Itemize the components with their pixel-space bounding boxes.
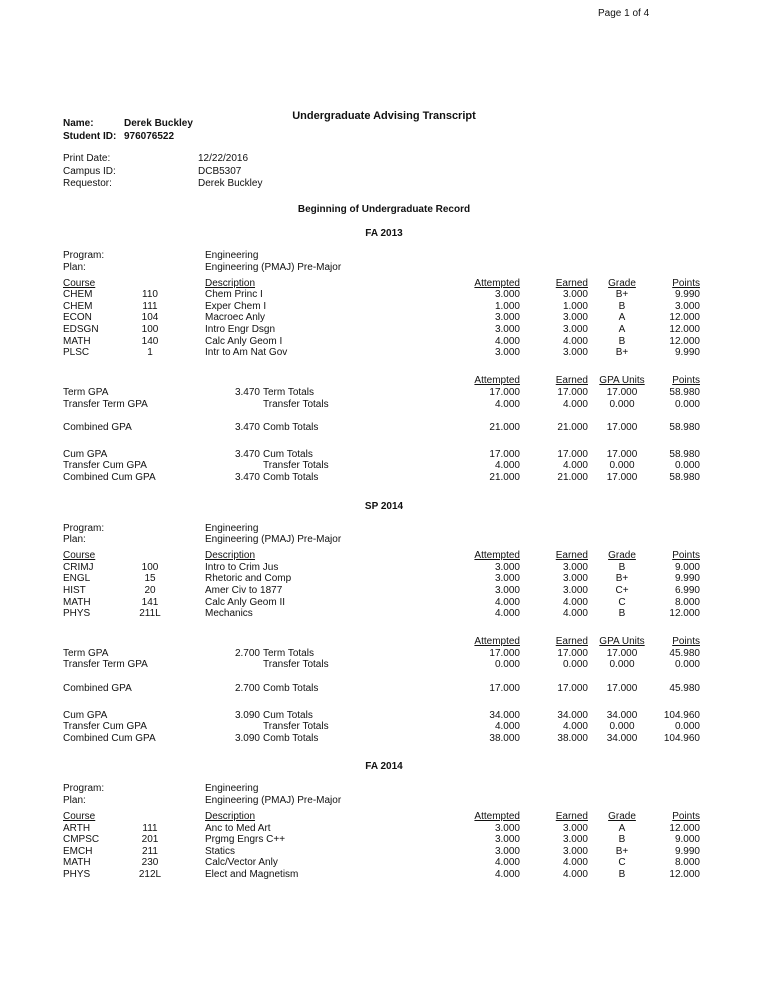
course-number: 140 bbox=[141, 335, 159, 347]
course-row bbox=[0, 301, 768, 313]
course-attempted: 1.000 bbox=[494, 300, 520, 312]
course-description: Rhetoric and Comp bbox=[205, 573, 292, 585]
document-title: Undergraduate Advising Transcript bbox=[292, 110, 476, 122]
page-number: Page 1 of 4 bbox=[598, 8, 650, 19]
course-header-row bbox=[0, 811, 768, 823]
student-id: 976076522 bbox=[124, 131, 175, 142]
requestor-label: Requestor: bbox=[63, 178, 112, 189]
course-points: 12.000 bbox=[669, 335, 700, 347]
student-name: Derek Buckley bbox=[124, 118, 193, 129]
course-attempted: 3.000 bbox=[494, 845, 520, 857]
cum-gpa-row-gpa: 3.470 bbox=[234, 448, 260, 460]
transfer-cum-gpa-row-points: 0.000 bbox=[674, 721, 700, 733]
plan-label: Plan: bbox=[63, 795, 86, 806]
header-earned: Earned bbox=[555, 550, 588, 562]
course-points: 6.990 bbox=[674, 584, 700, 596]
header-points: Points bbox=[672, 375, 700, 387]
course-earned: 3.000 bbox=[562, 584, 588, 596]
header-points: Points bbox=[672, 277, 700, 289]
print-date: 12/22/2016 bbox=[198, 153, 249, 164]
transfer-cum-gpa-row bbox=[0, 721, 768, 733]
course-points: 12.000 bbox=[669, 312, 700, 324]
name-label: Name: bbox=[63, 118, 94, 129]
course-grade: B+ bbox=[615, 845, 629, 857]
course-grade: B bbox=[618, 869, 626, 881]
term-gpa-row bbox=[0, 387, 768, 399]
transfer-term-gpa-row-totals-label: Transfer Totals bbox=[263, 398, 329, 410]
transfer-cum-gpa-row-label: Transfer Cum GPA bbox=[63, 460, 147, 472]
combined-cum-gpa-row-points: 58.980 bbox=[669, 471, 700, 483]
combined-gpa-row-attempted: 17.000 bbox=[489, 682, 520, 694]
course-description: Macroec Anly bbox=[205, 312, 266, 324]
combined-cum-gpa-row-gpa: 3.470 bbox=[234, 471, 260, 483]
term-gpa-row-totals-label: Term Totals bbox=[263, 386, 314, 398]
program-label: Program: bbox=[63, 250, 105, 261]
transfer-term-gpa-row-earned: 0.000 bbox=[562, 659, 588, 671]
header-description: Description bbox=[205, 277, 256, 289]
transfer-cum-gpa-row-points: 0.000 bbox=[674, 460, 700, 472]
plan-row bbox=[0, 262, 768, 274]
course-grade: B+ bbox=[615, 573, 629, 585]
course-number: 211L bbox=[139, 608, 161, 620]
course-grade: A bbox=[618, 312, 626, 324]
campus-id: DCB5307 bbox=[198, 166, 242, 177]
course-subject: ENGL bbox=[63, 573, 91, 585]
course-row bbox=[0, 834, 768, 846]
course-description: Exper Chem I bbox=[205, 300, 267, 312]
transfer-term-gpa-row-gpa-units: 0.000 bbox=[609, 659, 635, 671]
combined-cum-gpa-row-points: 104.960 bbox=[663, 732, 700, 744]
plan-row bbox=[0, 795, 768, 807]
cum-gpa-row-gpa-units: 34.000 bbox=[606, 709, 638, 721]
combined-cum-gpa-row-attempted: 21.000 bbox=[489, 471, 520, 483]
combined-gpa-row-gpa-units: 17.000 bbox=[606, 421, 638, 433]
program-row bbox=[0, 783, 768, 795]
term-gpa-row-attempted: 17.000 bbox=[489, 386, 520, 398]
course-attempted: 3.000 bbox=[494, 834, 520, 846]
course-points: 9.990 bbox=[674, 845, 700, 857]
header-course: Course bbox=[63, 277, 96, 289]
course-subject: ARTH bbox=[63, 822, 91, 834]
transfer-cum-gpa-row-totals-label: Transfer Totals bbox=[263, 721, 329, 733]
cum-gpa-row-label: Cum GPA bbox=[63, 448, 108, 460]
course-attempted: 3.000 bbox=[494, 347, 520, 359]
course-points: 12.000 bbox=[669, 822, 700, 834]
transfer-term-gpa-row-label: Transfer Term GPA bbox=[63, 659, 148, 671]
transfer-term-gpa-row bbox=[0, 399, 768, 411]
course-number: 211 bbox=[142, 845, 158, 857]
header-attempted: Attempted bbox=[474, 277, 520, 289]
totals-header-row bbox=[0, 636, 768, 648]
header-gpa-units: GPA Units bbox=[599, 375, 645, 387]
course-subject: CMPSC bbox=[63, 834, 100, 846]
transfer-cum-gpa-row-attempted: 4.000 bbox=[494, 460, 520, 472]
course-grade: A bbox=[618, 822, 626, 834]
course-points: 9.990 bbox=[674, 573, 700, 585]
course-row bbox=[0, 289, 768, 301]
transfer-term-gpa-row-points: 0.000 bbox=[674, 659, 700, 671]
course-grade: B bbox=[618, 335, 626, 347]
course-row bbox=[0, 597, 768, 609]
transfer-term-gpa-row-attempted: 4.000 bbox=[494, 398, 520, 410]
header-course: Course bbox=[63, 550, 96, 562]
transfer-cum-gpa-row-label: Transfer Cum GPA bbox=[63, 721, 147, 733]
transfer-cum-gpa-row-earned: 4.000 bbox=[562, 460, 588, 472]
term-gpa-row-gpa: 3.470 bbox=[234, 386, 260, 398]
course-description: Chem Princ I bbox=[205, 289, 263, 301]
course-points: 8.000 bbox=[674, 596, 700, 608]
course-number: 100 bbox=[141, 324, 159, 336]
course-points: 9.000 bbox=[674, 561, 700, 573]
course-number: 111 bbox=[142, 822, 158, 834]
term-section bbox=[0, 227, 768, 484]
course-header-row bbox=[0, 550, 768, 562]
program-value: Engineering bbox=[205, 783, 259, 795]
course-grade: C+ bbox=[615, 584, 629, 596]
header-description: Description bbox=[205, 550, 256, 562]
course-description: Elect and Magnetism bbox=[205, 869, 299, 881]
transfer-term-gpa-row-label: Transfer Term GPA bbox=[63, 398, 148, 410]
course-grade: B bbox=[618, 834, 626, 846]
course-attempted: 3.000 bbox=[494, 573, 520, 585]
combined-gpa-row-points: 58.980 bbox=[669, 421, 700, 433]
course-description: Intro to Crim Jus bbox=[205, 561, 279, 573]
combined-gpa-row bbox=[0, 683, 768, 695]
course-points: 9.990 bbox=[674, 289, 700, 301]
course-description: Mechanics bbox=[205, 608, 253, 620]
header-description: Description bbox=[205, 811, 256, 823]
plan-value: Engineering (PMAJ) Pre-Major bbox=[205, 534, 342, 546]
term-gpa-row-earned: 17.000 bbox=[557, 386, 588, 398]
course-grade: B+ bbox=[615, 347, 629, 359]
course-grade: C bbox=[618, 596, 626, 608]
combined-gpa-row-label: Combined GPA bbox=[63, 682, 132, 694]
course-row bbox=[0, 573, 768, 585]
course-row bbox=[0, 312, 768, 324]
course-earned: 3.000 bbox=[562, 834, 588, 846]
combined-gpa-row-gpa-units: 17.000 bbox=[606, 682, 638, 694]
header-attempted: Attempted bbox=[474, 375, 520, 387]
term-heading: FA 2013 bbox=[365, 228, 403, 239]
course-subject: MATH bbox=[63, 335, 91, 347]
term-gpa-row-points: 58.980 bbox=[669, 386, 700, 398]
combined-gpa-row bbox=[0, 422, 768, 434]
course-description: Calc Anly Geom II bbox=[205, 596, 286, 608]
program-value: Engineering bbox=[205, 522, 259, 534]
course-earned: 3.000 bbox=[562, 573, 588, 585]
record-heading: Beginning of Undergraduate Record bbox=[297, 204, 471, 215]
transfer-cum-gpa-row-gpa-units: 0.000 bbox=[609, 721, 635, 733]
course-number: 230 bbox=[141, 857, 159, 869]
cum-gpa-row-gpa-units: 17.000 bbox=[606, 448, 638, 460]
combined-gpa-row-points: 45.980 bbox=[669, 682, 700, 694]
term-section bbox=[0, 760, 768, 880]
combined-cum-gpa-row-gpa: 3.090 bbox=[234, 732, 260, 744]
cum-gpa-row-totals-label: Cum Totals bbox=[263, 709, 313, 721]
course-description: Calc Anly Geom I bbox=[205, 335, 283, 347]
totals-header-row bbox=[0, 375, 768, 387]
header-earned: Earned bbox=[555, 636, 588, 648]
course-earned: 3.000 bbox=[562, 324, 588, 336]
course-earned: 1.000 bbox=[562, 300, 588, 312]
header-grade: Grade bbox=[608, 277, 636, 289]
course-grade: A bbox=[618, 324, 626, 336]
combined-cum-gpa-row-earned: 21.000 bbox=[557, 471, 588, 483]
course-points: 3.000 bbox=[674, 300, 700, 312]
program-row bbox=[0, 523, 768, 535]
student-id-label: Student ID: bbox=[63, 131, 117, 142]
term-heading: SP 2014 bbox=[364, 500, 404, 512]
term-gpa-row bbox=[0, 648, 768, 660]
course-description: Intr to Am Nat Gov bbox=[205, 347, 288, 359]
course-earned: 4.000 bbox=[562, 608, 588, 620]
course-number: 212L bbox=[138, 869, 162, 881]
course-attempted: 4.000 bbox=[494, 608, 520, 620]
combined-gpa-row-earned: 17.000 bbox=[557, 682, 588, 694]
course-subject: CRIMJ bbox=[63, 561, 94, 573]
plan-label: Plan: bbox=[63, 261, 86, 273]
header-points: Points bbox=[672, 811, 700, 823]
course-subject: PHYS bbox=[63, 608, 91, 620]
transfer-term-gpa-row-totals-label: Transfer Totals bbox=[263, 659, 329, 671]
course-attempted: 4.000 bbox=[494, 857, 520, 869]
course-number: 15 bbox=[144, 573, 156, 585]
course-earned: 4.000 bbox=[562, 596, 588, 608]
transfer-term-gpa-row-points: 0.000 bbox=[674, 398, 700, 410]
course-attempted: 3.000 bbox=[494, 822, 520, 834]
combined-cum-gpa-row-label: Combined Cum GPA bbox=[63, 732, 156, 744]
header-grade: Grade bbox=[608, 811, 636, 823]
cum-gpa-row-points: 104.960 bbox=[663, 709, 700, 721]
course-row bbox=[0, 608, 768, 620]
combined-cum-gpa-row-label: Combined Cum GPA bbox=[63, 471, 156, 483]
header-attempted: Attempted bbox=[474, 550, 520, 562]
course-earned: 3.000 bbox=[562, 845, 588, 857]
course-row bbox=[0, 585, 768, 597]
combined-gpa-row-earned: 21.000 bbox=[557, 421, 588, 433]
course-earned: 4.000 bbox=[562, 335, 588, 347]
course-row bbox=[0, 562, 768, 574]
program-label: Program: bbox=[63, 783, 105, 795]
course-subject: ECON bbox=[63, 312, 92, 324]
course-subject: PHYS bbox=[63, 869, 91, 881]
term-gpa-row-label: Term GPA bbox=[63, 386, 109, 398]
course-points: 8.000 bbox=[674, 857, 700, 869]
combined-cum-gpa-row-totals-label: Comb Totals bbox=[263, 732, 319, 744]
cum-gpa-row-totals-label: Cum Totals bbox=[263, 448, 313, 460]
program-value: Engineering bbox=[205, 250, 259, 261]
plan-row bbox=[0, 534, 768, 546]
course-number: 104 bbox=[141, 312, 159, 324]
course-attempted: 3.000 bbox=[494, 324, 520, 336]
combined-gpa-row-attempted: 21.000 bbox=[489, 421, 520, 433]
course-earned: 4.000 bbox=[562, 857, 588, 869]
combined-gpa-row-gpa: 2.700 bbox=[234, 682, 260, 694]
term-gpa-row-label: Term GPA bbox=[63, 647, 109, 659]
course-header-row bbox=[0, 278, 768, 290]
header-points: Points bbox=[672, 550, 700, 562]
course-grade: B+ bbox=[615, 289, 629, 301]
course-earned: 3.000 bbox=[562, 561, 588, 573]
header-attempted: Attempted bbox=[474, 811, 520, 823]
cum-gpa-row-earned: 34.000 bbox=[557, 709, 588, 721]
term-gpa-row-totals-label: Term Totals bbox=[263, 647, 314, 659]
term-gpa-row-earned: 17.000 bbox=[557, 647, 588, 659]
requestor: Derek Buckley bbox=[198, 178, 263, 189]
course-description: Anc to Med Art bbox=[205, 822, 271, 834]
course-attempted: 3.000 bbox=[494, 312, 520, 324]
combined-cum-gpa-row-totals-label: Comb Totals bbox=[263, 471, 319, 483]
course-description: Intro Engr Dsgn bbox=[205, 324, 276, 336]
course-points: 12.000 bbox=[669, 869, 700, 881]
cum-gpa-row-earned: 17.000 bbox=[557, 448, 588, 460]
cum-gpa-row-points: 58.980 bbox=[669, 448, 700, 460]
course-subject: EDSGN bbox=[63, 324, 99, 336]
program-row bbox=[0, 250, 768, 262]
combined-gpa-row-totals-label: Comb Totals bbox=[263, 682, 319, 694]
course-grade: B bbox=[618, 608, 626, 620]
header-earned: Earned bbox=[555, 375, 588, 387]
course-attempted: 4.000 bbox=[494, 596, 520, 608]
course-description: Calc/Vector Anly bbox=[205, 857, 278, 869]
term-section bbox=[0, 500, 768, 745]
plan-value: Engineering (PMAJ) Pre-Major bbox=[205, 795, 342, 806]
combined-cum-gpa-row bbox=[0, 733, 768, 745]
course-number: 1 bbox=[147, 347, 153, 359]
combined-cum-gpa-row-attempted: 38.000 bbox=[489, 732, 520, 744]
header-points: Points bbox=[672, 636, 700, 648]
course-subject: CHEM bbox=[63, 289, 93, 301]
course-number: 110 bbox=[142, 289, 158, 301]
transfer-cum-gpa-row-totals-label: Transfer Totals bbox=[263, 460, 329, 472]
cum-gpa-row bbox=[0, 710, 768, 722]
cum-gpa-row bbox=[0, 449, 768, 461]
cum-gpa-row-attempted: 34.000 bbox=[489, 709, 520, 721]
course-row bbox=[0, 869, 768, 881]
term-gpa-row-gpa-units: 17.000 bbox=[606, 647, 638, 659]
course-attempted: 3.000 bbox=[494, 584, 520, 596]
course-number: 20 bbox=[144, 584, 156, 596]
term-gpa-row-points: 45.980 bbox=[669, 647, 700, 659]
cum-gpa-row-gpa: 3.090 bbox=[234, 709, 260, 721]
term-heading: FA 2014 bbox=[365, 761, 403, 773]
header-earned: Earned bbox=[555, 811, 588, 823]
course-subject: EMCH bbox=[63, 845, 93, 857]
header-course: Course bbox=[63, 811, 96, 823]
transfer-term-gpa-row-attempted: 0.000 bbox=[494, 659, 520, 671]
program-label: Program: bbox=[63, 522, 105, 534]
course-subject: HIST bbox=[63, 584, 86, 596]
course-row bbox=[0, 324, 768, 336]
course-grade: C bbox=[618, 857, 626, 869]
course-earned: 3.000 bbox=[562, 289, 588, 301]
transfer-cum-gpa-row-gpa-units: 0.000 bbox=[609, 460, 635, 472]
course-subject: PLSC bbox=[63, 347, 90, 359]
transfer-cum-gpa-row bbox=[0, 460, 768, 472]
course-description: Prgmg Engrs C++ bbox=[205, 834, 286, 846]
plan-value: Engineering (PMAJ) Pre-Major bbox=[205, 261, 342, 273]
course-row bbox=[0, 823, 768, 835]
campus-id-label: Campus ID: bbox=[63, 166, 116, 177]
combined-cum-gpa-row bbox=[0, 472, 768, 484]
course-row bbox=[0, 857, 768, 869]
plan-label: Plan: bbox=[63, 534, 86, 546]
term-gpa-row-gpa-units: 17.000 bbox=[606, 386, 638, 398]
combined-cum-gpa-row-earned: 38.000 bbox=[557, 732, 588, 744]
cum-gpa-row-attempted: 17.000 bbox=[489, 448, 520, 460]
course-number: 201 bbox=[141, 834, 159, 846]
course-points: 12.000 bbox=[669, 324, 700, 336]
course-points: 9.000 bbox=[674, 834, 700, 846]
course-attempted: 3.000 bbox=[494, 561, 520, 573]
combined-cum-gpa-row-gpa-units: 17.000 bbox=[606, 471, 638, 483]
course-number: 100 bbox=[141, 561, 159, 573]
cum-gpa-row-label: Cum GPA bbox=[63, 709, 108, 721]
course-earned: 4.000 bbox=[562, 869, 588, 881]
course-subject: MATH bbox=[63, 857, 91, 869]
course-row bbox=[0, 336, 768, 348]
combined-gpa-row-label: Combined GPA bbox=[63, 421, 132, 433]
transfer-term-gpa-row-gpa-units: 0.000 bbox=[609, 398, 635, 410]
combined-cum-gpa-row-gpa-units: 34.000 bbox=[606, 732, 638, 744]
combined-gpa-row-gpa: 3.470 bbox=[234, 421, 260, 433]
course-earned: 3.000 bbox=[562, 347, 588, 359]
course-attempted: 3.000 bbox=[494, 289, 520, 301]
course-grade: B bbox=[618, 300, 626, 312]
course-row bbox=[0, 347, 768, 359]
course-description: Statics bbox=[205, 845, 236, 857]
course-earned: 3.000 bbox=[562, 822, 588, 834]
header-earned: Earned bbox=[555, 277, 588, 289]
course-earned: 3.000 bbox=[562, 312, 588, 324]
course-number: 141 bbox=[141, 596, 159, 608]
course-subject: MATH bbox=[63, 596, 91, 608]
header-grade: Grade bbox=[608, 550, 636, 562]
course-number: 111 bbox=[142, 300, 158, 312]
header-attempted: Attempted bbox=[474, 636, 520, 648]
course-attempted: 4.000 bbox=[494, 335, 520, 347]
course-attempted: 4.000 bbox=[494, 869, 520, 881]
course-subject: CHEM bbox=[63, 300, 93, 312]
course-grade: B bbox=[618, 561, 626, 573]
print-date-label: Print Date: bbox=[63, 153, 111, 164]
transfer-cum-gpa-row-attempted: 4.000 bbox=[494, 721, 520, 733]
terms-container bbox=[0, 227, 768, 881]
course-row bbox=[0, 846, 768, 858]
header-gpa-units: GPA Units bbox=[599, 636, 645, 648]
transfer-cum-gpa-row-earned: 4.000 bbox=[562, 721, 588, 733]
transfer-term-gpa-row bbox=[0, 659, 768, 671]
term-gpa-row-attempted: 17.000 bbox=[489, 647, 520, 659]
course-points: 9.990 bbox=[674, 347, 700, 359]
combined-gpa-row-totals-label: Comb Totals bbox=[263, 421, 319, 433]
course-description: Amer Civ to 1877 bbox=[205, 584, 283, 596]
transfer-term-gpa-row-earned: 4.000 bbox=[562, 398, 588, 410]
course-points: 12.000 bbox=[669, 608, 700, 620]
term-gpa-row-gpa: 2.700 bbox=[234, 647, 260, 659]
